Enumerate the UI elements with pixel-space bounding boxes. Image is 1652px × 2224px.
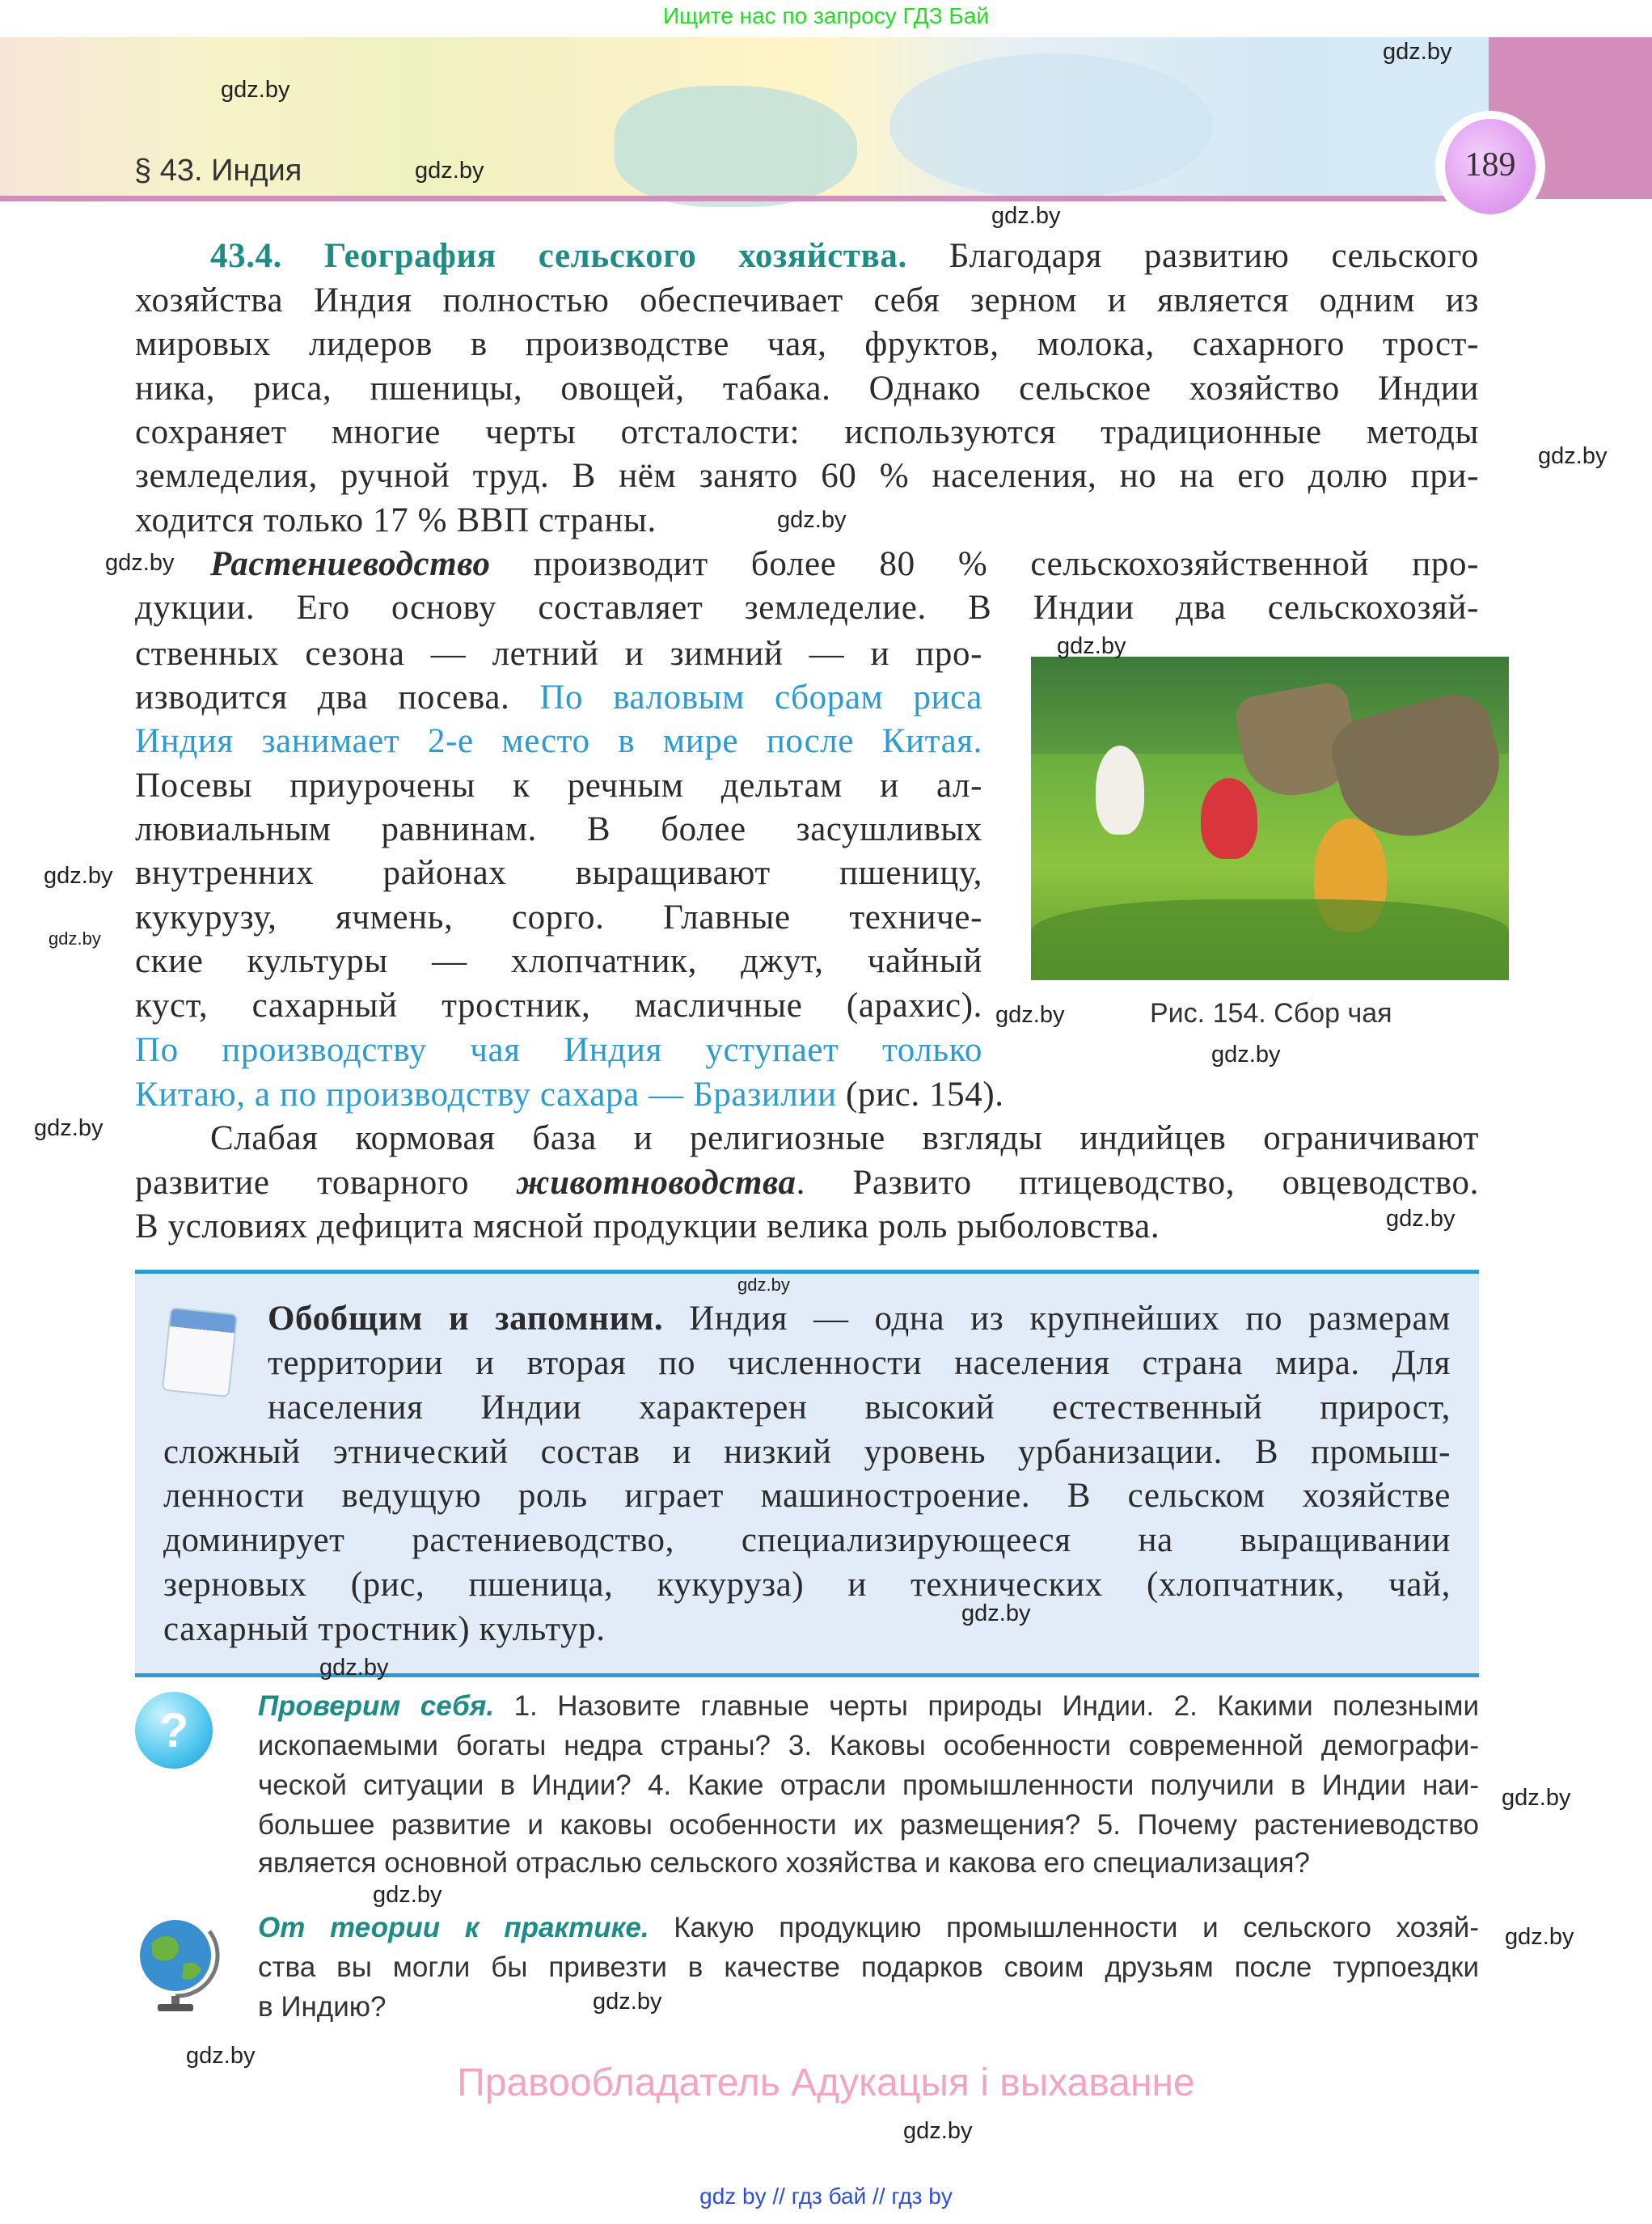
text-span: . Развито птицеводство, овцеводство. — [796, 1164, 1479, 1202]
text-line — [135, 1072, 1004, 1118]
watermark: gdz.by — [593, 1989, 662, 2015]
question-line: большее развитие и каковы особенности их размещения? 5. Почему растениеводство — [258, 1809, 1479, 1841]
text-line: хозяйства Индия полностью обеспечивает себя зерном и является одним из — [135, 281, 1479, 319]
text-line: Слабая кормовая база и религиозные взгляды индийцев ограничивают — [210, 1119, 1479, 1157]
watermark: gdz.by — [415, 158, 484, 184]
text-span: Какую продукцию промышленности и сельского хозяй- — [649, 1912, 1479, 1943]
footer-links[interactable]: gdz by // гдз бай // гдз by — [699, 2184, 953, 2209]
header-divider — [0, 196, 1489, 201]
watermark: gdz.by — [961, 1600, 1031, 1626]
text-line: сохраняет многие черты отсталости: используются традиционные методы — [135, 413, 1479, 451]
text-line: куст, сахарный тростник, масличные (арахис). — [135, 987, 982, 1025]
text-line: дукции. Его основу составляет земледелие. В Индии два сельскохозяй- — [135, 589, 1479, 627]
text-span: Благодаря развитию сельского — [906, 237, 1479, 275]
text-line: ходится только 17 % ВВП страны. — [135, 501, 657, 539]
question-line: является основной отраслью сельского хозяйства и какова его специализация? — [258, 1847, 1310, 1879]
subsection-heading: 43.4. География сельского хозяйства. — [210, 237, 907, 275]
watermark: gdz.by — [991, 203, 1061, 229]
page-number: 189 — [1464, 146, 1516, 184]
practice-line: в Индию? — [258, 1991, 387, 2023]
watermark: gdz.by — [44, 863, 113, 889]
copyright-notice: Правообладатель Адукацыя і выхаванне — [457, 2061, 1195, 2104]
highlight-line: Индия занимает 2-е место в мире после Китая. — [135, 722, 982, 760]
text-line: В условиях дефицита мясной продукции велика роль рыболовства. — [135, 1207, 1160, 1245]
summary-line: территории и вторая по численности населения страна мира. Для — [268, 1344, 1451, 1382]
text-line: кукурузу, ячмень, сорго. Главные техниче- — [135, 898, 982, 937]
text-span: изводится два посева. — [135, 679, 540, 717]
text-line: внутренних районах выращивают пшеницу, — [135, 854, 982, 892]
watermark: gdz.by — [34, 1115, 104, 1141]
summary-line: населения Индии характерен высокий естественный прирост, — [268, 1389, 1451, 1427]
text-line — [135, 1161, 1479, 1206]
highlight-line: По производству чая Индия уступает только — [135, 1031, 982, 1069]
text-span: производит более 80 % сельскохозяйственной про- — [490, 545, 1479, 583]
globe-icon — [135, 1915, 220, 2014]
practice-title: От теории к практике. — [258, 1912, 649, 1943]
watermark: gdz.by — [1538, 443, 1608, 469]
search-hint: Ищите нас по запросу ГДЗ Бай — [662, 3, 990, 28]
map-decoration — [889, 53, 1213, 199]
check-title: Проверим себя. — [258, 1690, 495, 1722]
figure-caption: Рис. 154. Сбор чая — [1150, 998, 1392, 1029]
summary-line: сложный этнический состав и низкий уровень урбанизации. В промыш- — [163, 1433, 1451, 1471]
watermark: gdz.by — [319, 1655, 389, 1681]
practice-line: ства вы могли бы привезти в качестве подарков своим друзьям после турпоездки — [258, 1951, 1479, 1983]
watermark: gdz.by — [186, 2043, 256, 2069]
text-line: Посевы приурочены к речным дельтам и ал- — [135, 767, 982, 805]
watermark: gdz.by — [373, 1882, 442, 1908]
watermark: gdz.by — [1386, 1206, 1456, 1232]
watermark: gdz.by — [777, 507, 847, 533]
summary-line: сахарный тростник) культур. — [163, 1610, 606, 1648]
term: животноводства — [516, 1164, 796, 1202]
text-span: развитие товарного — [135, 1164, 517, 1202]
text-line: ские культуры — хлопчатник, джут, чайный — [135, 942, 982, 980]
highlight-text: Китаю, а по производству сахара — Бразилии — [135, 1076, 837, 1114]
text-line: земледелия, ручной труд. В нём занято 60 % населения, но на его долю при- — [135, 457, 1479, 495]
question-icon: ? — [135, 1692, 213, 1769]
text-line: ственных сезона — летний и зимний — и про- — [135, 635, 982, 673]
text-line — [135, 675, 982, 721]
tea-harvest-photo — [1031, 657, 1509, 980]
practice-line — [258, 1910, 1479, 1946]
text-span: 1. Назовите главные черты природы Индии. 2. Какими полезными — [494, 1690, 1479, 1722]
question-line: ископаемыми богаты недра страны? 3. Каковы особенности современной демографи- — [258, 1730, 1479, 1761]
watermark: gdz.by — [49, 928, 101, 949]
watermark: gdz.by — [903, 2118, 973, 2144]
summary-title: Обобщим и запомним. — [268, 1300, 664, 1338]
summary-line — [268, 1296, 1451, 1342]
figure-reference: (рис. 154). — [836, 1076, 1004, 1114]
question-line: ческой ситуации в Индии? 4. Какие отрасли промышленности получили в Индии наи- — [258, 1769, 1479, 1801]
watermark: gdz.by — [105, 550, 175, 576]
question-line — [258, 1689, 1479, 1724]
watermark: gdz.by — [1211, 1042, 1281, 1068]
watermark: gdz.by — [1383, 39, 1452, 65]
watermark: gdz.by — [1502, 1785, 1571, 1811]
watermark: gdz.by — [1505, 1924, 1574, 1950]
watermark: gdz.by — [1057, 633, 1126, 659]
text-line: лювиальным равнинам. В более засушливых — [135, 810, 982, 848]
map-decoration — [615, 86, 857, 207]
text-span: Индия — одна из крупнейших по размерам — [663, 1300, 1451, 1338]
text-line — [210, 542, 1479, 587]
notepad-checklist-icon — [162, 1307, 238, 1397]
text-line — [210, 234, 1479, 279]
watermark: gdz.by — [995, 1002, 1065, 1028]
term: Растениеводство — [210, 545, 491, 583]
text-line: мировых лидеров в производстве чая, фруктов, молока, сахарного трост- — [135, 325, 1479, 363]
section-title: § 43. Индия — [134, 154, 302, 188]
highlight-text: По валовым сборам риса — [539, 679, 982, 717]
summary-line: доминирует растениеводство, специализирующееся на выращивании — [163, 1521, 1451, 1559]
watermark: gdz.by — [221, 77, 290, 103]
watermark: gdz.by — [737, 1275, 790, 1295]
summary-line: ленности ведущую роль играет машиностроение. В сельском хозяйстве — [163, 1477, 1451, 1515]
text-line: ника, риса, пшеницы, овощей, табака. Однако сельское хозяйство Индии — [135, 370, 1479, 408]
summary-line: зерновых (рис, пшеница, кукуруза) и технических (хлопчатник, чай, — [163, 1566, 1451, 1604]
